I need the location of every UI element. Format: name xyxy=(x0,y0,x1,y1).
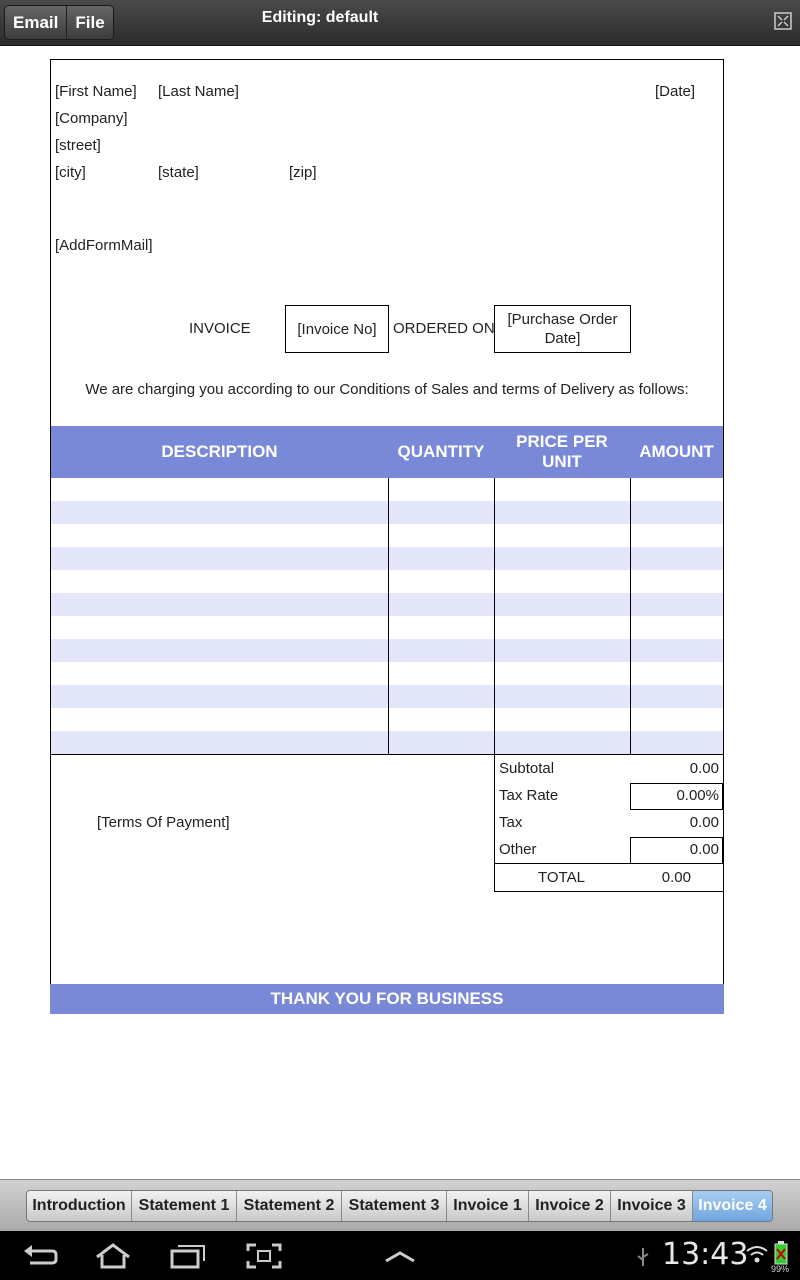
table-row[interactable] xyxy=(51,478,723,501)
subtotal-value: 0.00 xyxy=(689,760,719,777)
tab-statement-3[interactable]: Statement 3 xyxy=(341,1191,446,1221)
table-row[interactable] xyxy=(51,501,723,524)
battery-icon xyxy=(773,1241,789,1265)
table-row[interactable] xyxy=(51,662,723,685)
fullscreen-icon[interactable] xyxy=(774,12,792,30)
back-icon[interactable] xyxy=(20,1241,60,1271)
date-field[interactable]: [Date] xyxy=(655,83,696,100)
add-form-mail-field[interactable]: [AddFormMail] xyxy=(55,237,153,254)
purchase-order-date-box[interactable]: [Purchase Order Date] xyxy=(494,305,631,353)
table-row[interactable] xyxy=(51,708,723,731)
tax-value: 0.00 xyxy=(689,814,719,831)
total-label: TOTAL xyxy=(538,869,585,886)
top-action-bar xyxy=(0,0,800,46)
status-clock: 13:43 xyxy=(662,1237,749,1272)
tab-invoice-4[interactable]: Invoice 4 xyxy=(692,1191,772,1221)
column-divider xyxy=(630,478,631,755)
line-items xyxy=(51,478,723,754)
thank-you-banner: THANK YOU FOR BUSINESS xyxy=(50,984,724,1014)
column-divider xyxy=(494,478,495,755)
invoice-number-box[interactable]: [Invoice No] xyxy=(285,305,389,353)
table-header xyxy=(51,426,723,478)
file-button[interactable]: File xyxy=(66,6,112,39)
home-icon[interactable] xyxy=(93,1241,133,1271)
editing-title: Editing: default xyxy=(261,9,379,26)
zip-field[interactable]: [zip] xyxy=(289,164,317,181)
email-button[interactable]: Email xyxy=(5,6,66,39)
street-field[interactable]: [street] xyxy=(55,137,101,154)
tab-invoice-2[interactable]: Invoice 2 xyxy=(528,1191,610,1221)
tab-introduction[interactable]: Introduction xyxy=(27,1191,131,1221)
other-value[interactable]: 0.00 xyxy=(689,841,719,858)
chevron-up-icon[interactable] xyxy=(380,1241,420,1271)
tab-statement-1[interactable]: Statement 1 xyxy=(131,1191,236,1221)
terms-of-payment-field[interactable]: [Terms Of Payment] xyxy=(97,814,230,831)
table-row[interactable] xyxy=(51,731,723,754)
recent-apps-icon[interactable] xyxy=(168,1241,208,1271)
table-row[interactable] xyxy=(51,616,723,639)
tab-statement-2[interactable]: Statement 2 xyxy=(236,1191,341,1221)
last-name-field[interactable]: [Last Name] xyxy=(158,83,239,100)
tab-invoice-1[interactable]: Invoice 1 xyxy=(446,1191,528,1221)
usb-icon xyxy=(636,1246,650,1268)
totals-left-border xyxy=(494,754,495,892)
system-navigation-bar xyxy=(0,1231,800,1280)
wifi-icon xyxy=(745,1243,769,1265)
column-divider xyxy=(388,478,389,755)
totals-bottom-rule xyxy=(494,891,723,892)
column-header-description: DESCRIPTION xyxy=(161,442,278,461)
sheet-tab-bar xyxy=(0,1179,800,1231)
column-header-amount: AMOUNT xyxy=(639,442,714,461)
city-field[interactable]: [city] xyxy=(55,164,86,181)
first-name-field[interactable]: [First Name] xyxy=(55,83,137,100)
column-header-quantity: QUANTITY xyxy=(397,442,485,461)
column-header-price-per-unit: PRICE PER UNIT xyxy=(516,432,608,471)
table-row[interactable] xyxy=(51,639,723,662)
subtotal-label: Subtotal xyxy=(499,760,555,777)
other-label: Other xyxy=(499,841,537,858)
table-row[interactable] xyxy=(51,593,723,616)
sheet-tabs xyxy=(26,1190,773,1222)
screenshot-icon[interactable] xyxy=(244,1241,284,1271)
tax-rate-label: Tax Rate xyxy=(499,787,559,804)
table-row[interactable] xyxy=(51,685,723,708)
tax-rate-value[interactable]: 0.00% xyxy=(676,787,719,804)
battery-percentage: 99% xyxy=(771,1264,790,1274)
invoice-sheet xyxy=(50,59,724,1014)
company-field[interactable]: [Company] xyxy=(55,110,128,127)
invoice-label: INVOICE xyxy=(189,320,251,337)
state-field[interactable]: [state] xyxy=(158,164,199,181)
table-row[interactable] xyxy=(51,524,723,547)
tab-invoice-3[interactable]: Invoice 3 xyxy=(610,1191,692,1221)
total-value: 0.00 xyxy=(661,869,691,886)
ordered-on-label: ORDERED ON xyxy=(393,320,495,337)
table-bottom-rule xyxy=(51,754,723,755)
table-row[interactable] xyxy=(51,547,723,570)
terms-statement: We are charging you according to our Conditions of Sales and terms of Delivery as follows: xyxy=(85,381,689,398)
table-row[interactable] xyxy=(51,570,723,593)
tax-label: Tax xyxy=(499,814,523,831)
